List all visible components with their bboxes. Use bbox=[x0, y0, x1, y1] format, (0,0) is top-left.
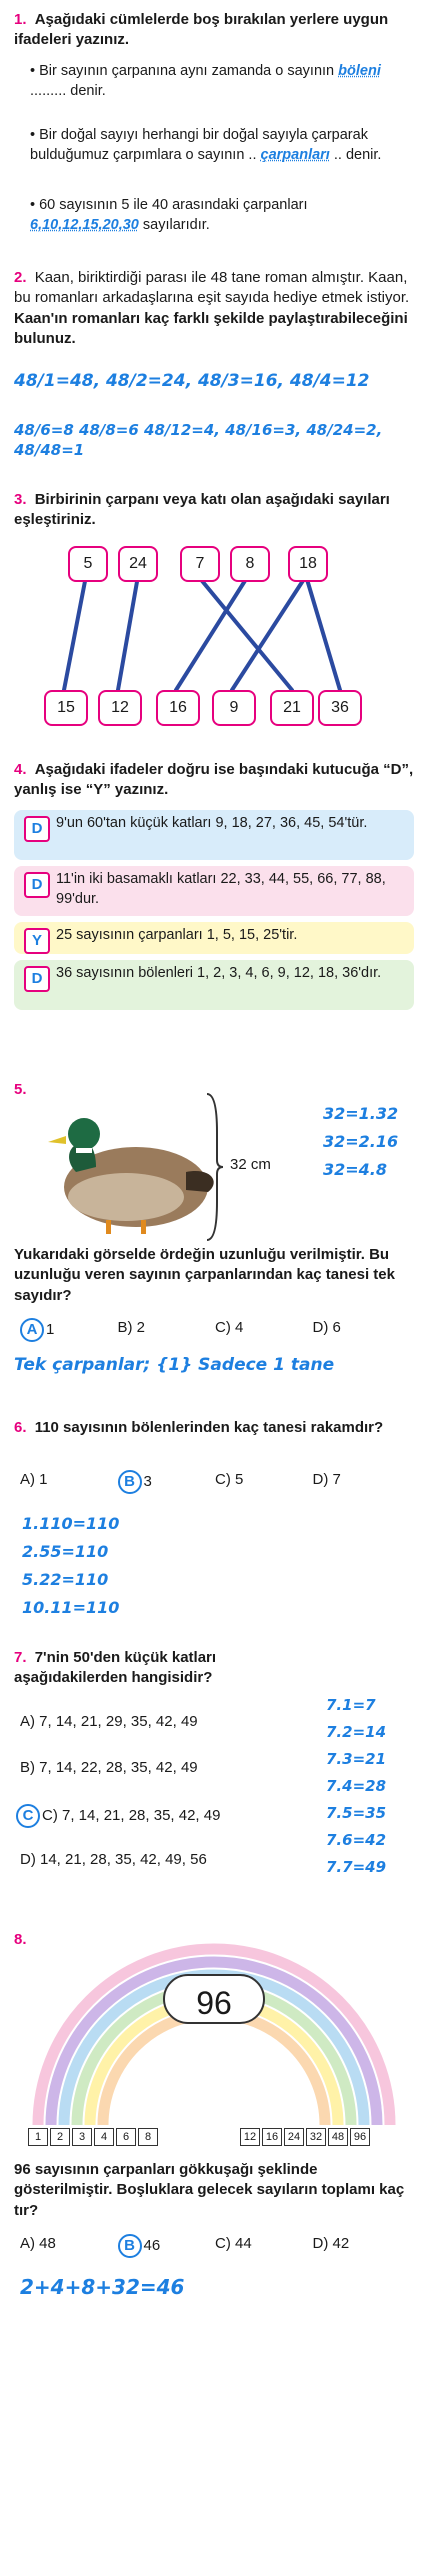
option-d[interactable]: D) 42 bbox=[312, 2235, 350, 2252]
option-d[interactable]: D) 14, 21, 28, 35, 42, 49, 56 bbox=[20, 1851, 207, 1868]
number-box-top[interactable]: 24 bbox=[118, 546, 158, 582]
work-line: 1.110=110 bbox=[22, 1514, 120, 1533]
number-box-bottom[interactable]: 36 bbox=[318, 690, 362, 726]
statement-1: D 9'un 60'tan küçük katları 9, 18, 27, 36, 45, 54'tür. bbox=[14, 810, 414, 860]
q6-work bbox=[22, 1510, 119, 1622]
work-line: 7.2=14 bbox=[326, 1723, 387, 1741]
question-7 bbox=[14, 1648, 314, 1689]
number-box-bottom[interactable]: 15 bbox=[44, 690, 88, 726]
q7-work bbox=[326, 1692, 386, 1881]
work-line: 7.5=35 bbox=[326, 1804, 387, 1822]
work-line: 7.4=28 bbox=[326, 1777, 387, 1795]
factor-box: 24 bbox=[284, 2128, 304, 2146]
work-line: 5.22=110 bbox=[22, 1570, 109, 1589]
option-a[interactable]: A) 1 bbox=[20, 1471, 48, 1488]
option-c[interactable]: C) 44 bbox=[215, 2235, 252, 2252]
q2-work-line-2: 48/6=8 48/8=6 48/12=4, 48/16=3, 48/24=2, 48/48=1 bbox=[14, 421, 383, 460]
work-line: 10.11=110 bbox=[22, 1598, 120, 1617]
option-b[interactable]: B 46 bbox=[118, 2234, 216, 2258]
question-6 bbox=[14, 1418, 414, 1438]
question-text: Birbirinin çarpanı veya katı olan aşağıdaki sayıları eşleştiriniz. bbox=[14, 491, 390, 529]
work-line: 7.7=49 bbox=[326, 1858, 387, 1876]
factor-box: 16 bbox=[262, 2128, 282, 2146]
option-b[interactable]: B 3 bbox=[118, 1470, 216, 1494]
number-box-bottom[interactable]: 16 bbox=[156, 690, 200, 726]
option-a[interactable]: A) 48 bbox=[20, 2235, 56, 2252]
statement-3: Y 25 sayısının çarpanları 1, 5, 15, 25'tir. bbox=[14, 922, 414, 954]
answer-fill: 6,10,12,15,20,30 bbox=[30, 216, 139, 233]
work-line: 32=1.32 bbox=[323, 1104, 399, 1123]
answer-fill: çarpanları bbox=[260, 146, 330, 163]
q1-bullet-3: • 60 sayısının 5 ile 40 arasındaki çarpanları 6,10,12,15,20,30 sayılarıdır. bbox=[30, 197, 308, 233]
number-box-bottom[interactable]: 21 bbox=[270, 690, 314, 726]
option-a[interactable]: A) 7, 14, 21, 29, 35, 42, 49 bbox=[20, 1713, 198, 1730]
q6-options bbox=[20, 1470, 410, 1494]
factor-box: 32 bbox=[306, 2128, 326, 2146]
question-number: 1. bbox=[14, 11, 27, 28]
question-2 bbox=[14, 268, 414, 349]
length-label: 32 cm bbox=[230, 1156, 271, 1173]
question-text: Aşağıdaki cümlelerde boş bırakılan yerlere uygun ifadeleri yazınız. bbox=[14, 11, 389, 49]
number-box-bottom[interactable]: 9 bbox=[212, 690, 256, 726]
number-box-top[interactable]: 18 bbox=[288, 546, 328, 582]
q5-work bbox=[323, 1100, 398, 1184]
work-line: 32=4.8 bbox=[323, 1160, 388, 1179]
question-text: Aşağıdaki ifadeler doğru ise başındaki kutucuğa “D”, yanlış ise “Y” yazınız. bbox=[14, 761, 414, 799]
factor-box: 8 bbox=[138, 2128, 158, 2146]
q8-options bbox=[20, 2234, 410, 2258]
answer-box[interactable]: D bbox=[24, 872, 50, 898]
question-1 bbox=[14, 10, 414, 51]
match-line bbox=[64, 576, 86, 690]
question-number: 5. bbox=[14, 1081, 27, 1098]
statement-4: D 36 sayısının bölenleri 1, 2, 3, 4, 6, 9, 12, 18, 36'dır. bbox=[14, 960, 414, 1010]
option-c[interactable]: C) 5 bbox=[215, 1471, 244, 1488]
factor-box: 1 bbox=[28, 2128, 48, 2146]
question-number: 3. bbox=[14, 491, 27, 508]
work-line: 7.1=7 bbox=[326, 1696, 376, 1714]
q8-work: 2+4+8+32=46 bbox=[20, 2275, 185, 2299]
number-box-top[interactable]: 7 bbox=[180, 546, 220, 582]
number-box-top[interactable]: 8 bbox=[230, 546, 270, 582]
question-text: 110 sayısının bölenlerinden kaç tanesi rakamdır? bbox=[34, 1419, 384, 1436]
option-b[interactable]: B) 2 bbox=[117, 1319, 146, 1336]
length-bracket bbox=[205, 1092, 225, 1242]
answer-circle: B bbox=[118, 2234, 142, 2258]
rainbow-center-number: 96 bbox=[196, 1985, 232, 2021]
question-8-text: 96 sayısının çarpanları gökkuşağı şeklinde gösterilmiştir. Boşluklara gelecek sayıların toplamı kaç tır? bbox=[14, 2161, 405, 2219]
question-number: 4. bbox=[14, 761, 27, 778]
question-number: 2. bbox=[14, 269, 27, 286]
factor-box: 12 bbox=[240, 2128, 260, 2146]
question-5-text: Yukarıdaki görselde ördeğin uzunluğu verilmiştir. Bu uzunluğu veren sayının çarpanlarından kaç tanesi tek sayıdır? bbox=[14, 1246, 395, 1304]
work-line: 32=2.16 bbox=[323, 1132, 399, 1151]
number-box-bottom[interactable]: 12 bbox=[98, 690, 142, 726]
q5-answer-note: Tek çarpanlar; {1} Sadece 1 tane bbox=[14, 1355, 335, 1375]
question-number: 8. bbox=[14, 1931, 27, 1948]
factor-boxes-right bbox=[240, 2128, 370, 2146]
factor-box: 48 bbox=[328, 2128, 348, 2146]
factor-box: 96 bbox=[350, 2128, 370, 2146]
statement-2: D 11'in iki basamaklı katları 22, 33, 44, 55, 66, 77, 88, 99'dur. bbox=[14, 866, 414, 916]
option-d[interactable]: D) 7 bbox=[312, 1471, 341, 1488]
option-c[interactable]: C) 4 bbox=[215, 1319, 244, 1336]
option-b[interactable]: B) 7, 14, 22, 28, 35, 42, 49 bbox=[20, 1759, 198, 1776]
match-line bbox=[306, 576, 340, 690]
question-number: 6. bbox=[14, 1419, 27, 1436]
question-prompt: Kaan'ın romanları kaç farklı şekilde paylaştırabileceğini bulunuz. bbox=[14, 309, 408, 347]
option-d[interactable]: D) 6 bbox=[312, 1319, 341, 1336]
question-4 bbox=[14, 760, 414, 801]
option-c[interactable]: C C) 7, 14, 21, 28, 35, 42, 49 bbox=[16, 1804, 220, 1828]
answer-box[interactable]: D bbox=[24, 966, 50, 992]
work-line: 7.6=42 bbox=[326, 1831, 387, 1849]
question-3 bbox=[14, 490, 414, 531]
answer-box[interactable]: D bbox=[24, 816, 50, 842]
q5-options bbox=[20, 1318, 410, 1342]
factor-box: 6 bbox=[116, 2128, 136, 2146]
question-text: Kaan, biriktirdiği parası ile 48 tane roman almıştır. Kaan, bu romanları arkadaşlarına eşit sayıda hediye etmek istiyor. bbox=[14, 269, 410, 307]
number-box-top[interactable]: 5 bbox=[68, 546, 108, 582]
match-line bbox=[118, 576, 138, 690]
answer-box[interactable]: Y bbox=[24, 928, 50, 954]
answer-circle: A bbox=[20, 1318, 44, 1342]
q2-work-line-1: 48/1=48, 48/2=24, 48/3=16, 48/4=12 bbox=[14, 371, 370, 391]
factor-boxes-left bbox=[28, 2128, 158, 2146]
answer-circle: B bbox=[118, 1470, 142, 1494]
option-a[interactable]: A 1 bbox=[20, 1318, 118, 1342]
question-number: 7. bbox=[14, 1649, 27, 1666]
rainbow-illustration bbox=[28, 1935, 400, 2130]
factor-box: 3 bbox=[72, 2128, 92, 2146]
answer-circle: C bbox=[16, 1804, 40, 1828]
q1-bullet-2: • Bir doğal sayıyı herhangi bir doğal sayıyla çarparak bulduğumuz çarpımlara o sayının .. çarpanları .. denir. bbox=[30, 127, 382, 163]
question-text: 7'nin 50'den küçük katları aşağıdakilerden hangisidir? bbox=[14, 1649, 217, 1687]
work-line: 2.55=110 bbox=[22, 1542, 109, 1561]
factor-box: 4 bbox=[94, 2128, 114, 2146]
factor-box: 2 bbox=[50, 2128, 70, 2146]
answer-fill: böleni bbox=[338, 63, 381, 79]
q1-bullet-1: • Bir sayının çarpanına aynı zamanda o sayının böleni ......... denir. bbox=[30, 63, 381, 99]
work-line: 7.3=21 bbox=[326, 1750, 387, 1768]
